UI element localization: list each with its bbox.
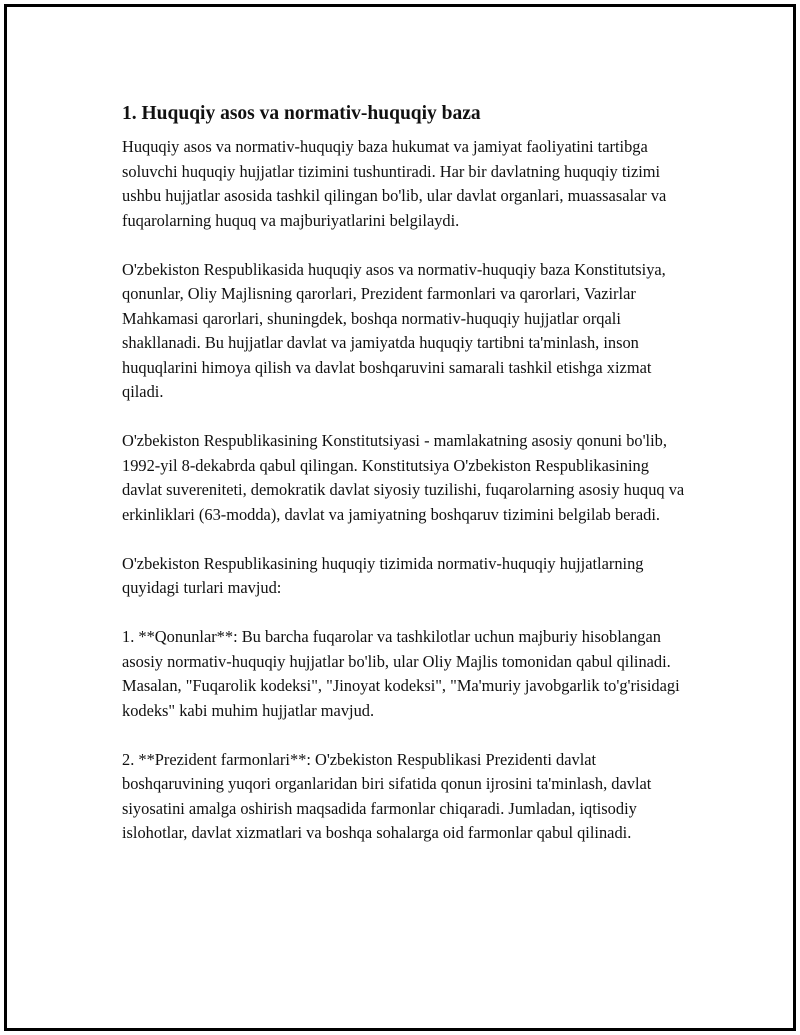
paragraph-constitution: O'zbekiston Respublikasining Konstitutsiyasi - mamlakatning asosiy qonuni bo'lib, 1992-yil 8-dekabrda qabul qilingan. Konstitutsiya O'zbekiston Respublikasining davlat suvereniteti, demokratik davlat siyosiy tuzilishi, fuqarolarning asosiy huquq va erkinliklari (63-modda), davlat va jamiyatning boshqaruv tizimini belgilab beradi.	[122, 431, 685, 524]
paragraph-intro: Huquqiy asos va normativ-huquqiy baza hukumat va jamiyat faoliyatini tartibga soluvchi huquqiy hujjatlar tizimini tushuntiradi. Har bir davlatning huquqiy tizimi ushbu hujjatlar asosida tashkil qilingan bo'lib, ular davlat organlari, muassasalar va fuqarolarning huquq va majburiyatlarini belgilaydi.	[122, 137, 667, 230]
paragraph-document-types: O'zbekiston Respublikasining huquqiy tizimida normativ-huquqiy hujjatlarning quyidagi turlari mavjud:	[122, 553, 644, 597]
paragraph-legal-base: O'zbekiston Respublikasida huquqiy asos va normativ-huquqiy baza Konstitutsiya, qonunlar, Oliy Majlisning qarorlari, Prezident farmonlari va qarorlari, Vazirlar Mahkamasi qarorlari, shuningdek, boshqa normativ-huquqiy hujjatlar orqali shakllanadi. Bu hujjatlar davlat va jamiyatda huquqiy tartibni ta'minlash, inson huquqlarini himoya qilish va davlat boshqaruvini samarali tashkil etishga xizmat qiladi.	[122, 259, 666, 401]
document-body	[122, 102, 692, 870]
page-frame	[4, 4, 796, 1031]
paragraph-presidential-decrees: 2. **Prezident farmonlari**: O'zbekiston Respublikasi Prezidenti davlat boshqaruvining yuqori organlaridan biri sifatida qonun ijrosini ta'minlash, davlat siyosatini amalga oshirish maqsadida farmonlar chiqaradi. Jumladan, iqtisodiy islohotlar, davlat xizmatlari va boshqa sohalarga oid farmonlar qabul qilinadi.	[122, 749, 652, 842]
paragraph-laws: 1. **Qonunlar**: Bu barcha fuqarolar va tashkilotlar uchun majburiy hisoblangan asosiy normativ-huquqiy hujjatlar bo'lib, ular Oliy Majlis tomonidan qabul qilinadi. Masalan, "Fuqarolik kodeksi", "Jinoyat kodeksi", "Ma'muriy javobgarlik to'g'risidagi kodeks" kabi muhim hujjatlar mavjud.	[122, 627, 680, 720]
document-title: 1. Huquqiy asos va normativ-huquqiy baza	[122, 103, 481, 124]
